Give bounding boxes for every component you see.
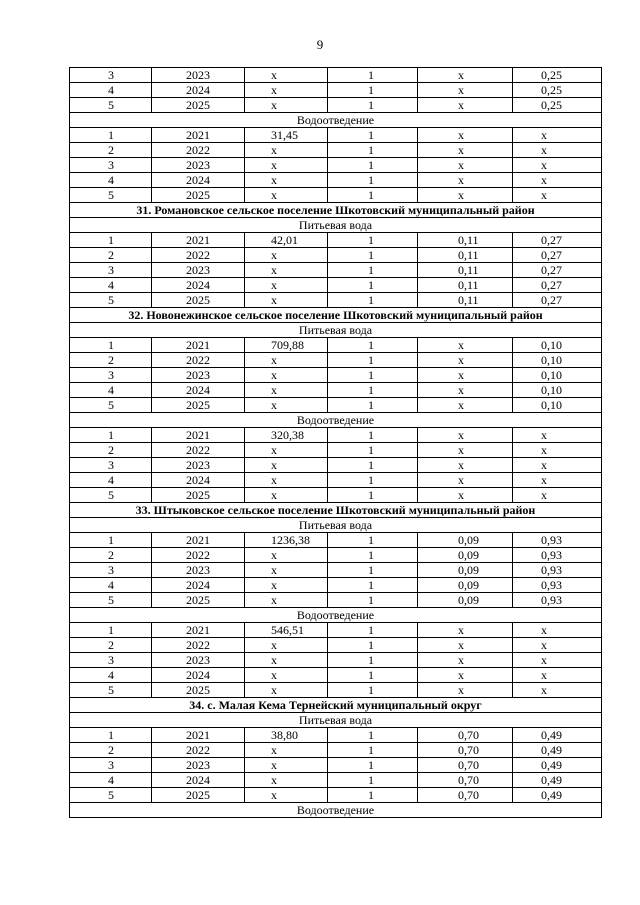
cell-column-4: 1 [328,578,418,593]
table-row [70,638,602,653]
cell-year: 2024 [152,173,245,188]
cell-row-number: 4 [70,578,152,593]
cell-row-number: 5 [70,488,152,503]
cell-value: x [245,143,328,158]
cell-column-5: 0,09 [418,533,513,548]
cell-year: 2022 [152,353,245,368]
cell-value: x [245,758,328,773]
cell-column-6: 0,49 [513,743,602,758]
cell-row-number: 1 [70,128,152,143]
cell-year: 2021 [152,428,245,443]
cell-row-number: 3 [70,158,152,173]
cell-column-6: x [513,158,602,173]
cell-column-6: 0,49 [513,788,602,803]
cell-column-5: 0,11 [418,293,513,308]
cell-value: x [245,293,328,308]
cell-value: x [245,248,328,263]
cell-column-4: 1 [328,383,418,398]
cell-column-5: 0,70 [418,728,513,743]
cell-column-6: 0,27 [513,263,602,278]
table-row [70,563,602,578]
cell-column-6: x [513,128,602,143]
cell-column-4: 1 [328,623,418,638]
table-row [70,788,602,803]
cell-value: 546,51 [245,623,328,638]
section-title: 31. Романовское сельское поселение Шкотовский муниципальный район [70,203,602,218]
cell-year: 2023 [152,68,245,83]
cell-row-number: 5 [70,98,152,113]
cell-column-4: 1 [328,338,418,353]
cell-row-number: 2 [70,743,152,758]
table-row [70,443,602,458]
cell-row-number: 4 [70,668,152,683]
cell-column-6: 0,25 [513,83,602,98]
cell-value: x [245,593,328,608]
cell-column-4: 1 [328,233,418,248]
cell-column-6: x [513,683,602,698]
cell-column-4: 1 [328,653,418,668]
section-title-row [70,203,602,218]
section-title: 34. с. Малая Кема Тернейский муниципальный округ [70,698,602,713]
cell-row-number: 1 [70,233,152,248]
table-row [70,548,602,563]
cell-column-6: 0,27 [513,278,602,293]
cell-year: 2022 [152,143,245,158]
cell-column-4: 1 [328,638,418,653]
service-type-row [70,323,602,338]
table-row [70,593,602,608]
table-row [70,293,602,308]
cell-column-5: 0,70 [418,788,513,803]
cell-column-5: 0,11 [418,278,513,293]
cell-value: x [245,668,328,683]
cell-year: 2025 [152,593,245,608]
table-row [70,158,602,173]
table-row [70,488,602,503]
cell-column-4: 1 [328,563,418,578]
service-type-row [70,803,602,818]
service-type-row [70,218,602,233]
table-row [70,233,602,248]
cell-row-number: 2 [70,443,152,458]
cell-column-5: 0,09 [418,563,513,578]
cell-row-number: 1 [70,428,152,443]
table-row [70,533,602,548]
table-row [70,668,602,683]
cell-column-6: 0,27 [513,293,602,308]
cell-year: 2021 [152,128,245,143]
cell-column-5: x [418,158,513,173]
table-row [70,338,602,353]
cell-value: x [245,278,328,293]
cell-value: 38,80 [245,728,328,743]
service-type-label: Питьевая вода [70,713,602,728]
tariff-table [69,67,602,818]
cell-year: 2024 [152,383,245,398]
cell-column-4: 1 [328,173,418,188]
cell-column-6: x [513,458,602,473]
section-title-row [70,503,602,518]
service-type-label: Водоотведение [70,608,602,623]
service-type-label: Питьевая вода [70,323,602,338]
cell-column-6: 0,93 [513,548,602,563]
page-number: 9 [316,37,324,52]
cell-value: 42,01 [245,233,328,248]
cell-year: 2024 [152,83,245,98]
cell-year: 2025 [152,98,245,113]
cell-column-6: 0,10 [513,353,602,368]
cell-value: x [245,173,328,188]
cell-column-6: x [513,443,602,458]
cell-row-number: 1 [70,623,152,638]
table-row [70,353,602,368]
cell-row-number: 4 [70,473,152,488]
cell-column-5: 0,09 [418,593,513,608]
cell-column-6: x [513,668,602,683]
cell-column-5: x [418,668,513,683]
table-row [70,428,602,443]
cell-value: x [245,158,328,173]
cell-column-5: x [418,458,513,473]
cell-column-4: 1 [328,443,418,458]
cell-column-6: 0,27 [513,233,602,248]
table-row [70,143,602,158]
cell-value: x [245,383,328,398]
cell-column-5: x [418,188,513,203]
cell-column-4: 1 [328,98,418,113]
table-row [70,173,602,188]
cell-column-5: x [418,368,513,383]
section-title: 33. Штыковское сельское поселение Шкотовский муниципальный район [70,503,602,518]
cell-value: x [245,68,328,83]
cell-column-4: 1 [328,773,418,788]
cell-value: x [245,683,328,698]
table-row [70,458,602,473]
cell-year: 2023 [152,263,245,278]
cell-column-5: x [418,653,513,668]
cell-value: x [245,398,328,413]
cell-value: x [245,653,328,668]
table-row [70,743,602,758]
table-row [70,623,602,638]
cell-year: 2021 [152,623,245,638]
cell-column-6: 0,10 [513,383,602,398]
table-row [70,473,602,488]
section-title-row [70,308,602,323]
cell-row-number: 3 [70,758,152,773]
cell-value: 1236,38 [245,533,328,548]
cell-column-5: x [418,173,513,188]
cell-column-6: x [513,638,602,653]
cell-column-5: x [418,68,513,83]
cell-column-5: 0,70 [418,743,513,758]
cell-column-5: x [418,488,513,503]
cell-column-5: x [418,443,513,458]
cell-year: 2023 [152,368,245,383]
cell-year: 2025 [152,488,245,503]
cell-value: x [245,788,328,803]
table-row [70,773,602,788]
table-row [70,98,602,113]
cell-value: x [245,743,328,758]
service-type-label: Водоотведение [70,113,602,128]
cell-value: x [245,548,328,563]
cell-year: 2021 [152,338,245,353]
table-row [70,578,602,593]
cell-value: x [245,563,328,578]
cell-column-6: 0,93 [513,533,602,548]
cell-row-number: 1 [70,338,152,353]
cell-year: 2025 [152,188,245,203]
cell-year: 2023 [152,458,245,473]
cell-column-5: x [418,98,513,113]
cell-value: x [245,638,328,653]
cell-column-5: x [418,473,513,488]
cell-row-number: 5 [70,188,152,203]
cell-column-4: 1 [328,353,418,368]
table-row [70,68,602,83]
cell-row-number: 2 [70,248,152,263]
service-type-row [70,113,602,128]
cell-column-4: 1 [328,428,418,443]
cell-value: x [245,473,328,488]
cell-column-6: 0,93 [513,593,602,608]
cell-column-6: x [513,473,602,488]
cell-column-5: 0,11 [418,233,513,248]
cell-column-6: 0,49 [513,728,602,743]
cell-column-5: 0,11 [418,248,513,263]
cell-column-4: 1 [328,533,418,548]
cell-column-5: x [418,353,513,368]
table-row [70,728,602,743]
cell-value: 320,38 [245,428,328,443]
cell-row-number: 5 [70,788,152,803]
table-row [70,683,602,698]
cell-column-5: 0,11 [418,263,513,278]
cell-row-number: 2 [70,548,152,563]
cell-row-number: 4 [70,83,152,98]
cell-column-5: x [418,83,513,98]
cell-column-6: 0,93 [513,563,602,578]
service-type-label: Водоотведение [70,413,602,428]
cell-row-number: 1 [70,533,152,548]
cell-value: x [245,773,328,788]
cell-year: 2024 [152,578,245,593]
cell-column-5: x [418,623,513,638]
cell-column-5: 0,70 [418,758,513,773]
cell-value: x [245,98,328,113]
cell-row-number: 2 [70,143,152,158]
cell-row-number: 3 [70,563,152,578]
cell-column-4: 1 [328,158,418,173]
service-type-label: Питьевая вода [70,518,602,533]
cell-year: 2025 [152,788,245,803]
cell-column-4: 1 [328,83,418,98]
cell-year: 2022 [152,248,245,263]
cell-year: 2021 [152,728,245,743]
cell-row-number: 4 [70,383,152,398]
cell-year: 2024 [152,773,245,788]
cell-value: x [245,368,328,383]
table-row [70,653,602,668]
cell-row-number: 3 [70,68,152,83]
cell-column-5: 0,09 [418,548,513,563]
cell-year: 2023 [152,758,245,773]
cell-year: 2025 [152,398,245,413]
cell-column-6: x [513,143,602,158]
service-type-row [70,518,602,533]
cell-row-number: 2 [70,638,152,653]
cell-column-5: 0,70 [418,773,513,788]
cell-year: 2022 [152,743,245,758]
cell-column-5: x [418,683,513,698]
cell-column-4: 1 [328,263,418,278]
cell-row-number: 4 [70,773,152,788]
cell-value: 31,45 [245,128,328,143]
cell-column-4: 1 [328,788,418,803]
cell-column-4: 1 [328,548,418,563]
cell-column-5: x [418,383,513,398]
cell-column-4: 1 [328,593,418,608]
cell-column-4: 1 [328,398,418,413]
table-row [70,758,602,773]
table-row [70,398,602,413]
cell-column-6: 0,25 [513,98,602,113]
cell-column-5: x [418,143,513,158]
cell-column-4: 1 [328,758,418,773]
cell-column-4: 1 [328,293,418,308]
cell-column-4: 1 [328,668,418,683]
cell-column-6: x [513,188,602,203]
cell-column-4: 1 [328,728,418,743]
cell-column-4: 1 [328,488,418,503]
cell-year: 2023 [152,653,245,668]
cell-column-4: 1 [328,248,418,263]
cell-value: 709,88 [245,338,328,353]
cell-column-5: x [418,398,513,413]
cell-column-6: 0,49 [513,773,602,788]
cell-value: x [245,263,328,278]
cell-column-6: 0,10 [513,368,602,383]
cell-year: 2025 [152,293,245,308]
service-type-row [70,413,602,428]
cell-column-6: 0,93 [513,578,602,593]
tariff-table-body [70,68,602,818]
cell-row-number: 4 [70,278,152,293]
service-type-label: Водоотведение [70,803,602,818]
cell-column-4: 1 [328,188,418,203]
table-row [70,278,602,293]
cell-column-5: 0,09 [418,578,513,593]
cell-column-6: 0,10 [513,338,602,353]
table-row [70,128,602,143]
cell-row-number: 5 [70,593,152,608]
section-title: 32. Новонежинское сельское поселение Шкотовский муниципальный район [70,308,602,323]
cell-column-6: 0,49 [513,758,602,773]
cell-column-4: 1 [328,743,418,758]
section-title-row [70,698,602,713]
cell-value: x [245,458,328,473]
cell-row-number: 4 [70,173,152,188]
cell-year: 2025 [152,683,245,698]
cell-column-4: 1 [328,368,418,383]
cell-row-number: 5 [70,683,152,698]
cell-year: 2023 [152,158,245,173]
cell-row-number: 3 [70,653,152,668]
cell-row-number: 5 [70,398,152,413]
cell-value: x [245,83,328,98]
cell-column-6: x [513,488,602,503]
cell-column-4: 1 [328,458,418,473]
cell-year: 2022 [152,548,245,563]
cell-row-number: 3 [70,368,152,383]
cell-column-6: x [513,653,602,668]
cell-year: 2022 [152,443,245,458]
table-row [70,248,602,263]
cell-column-4: 1 [328,683,418,698]
cell-column-5: x [418,338,513,353]
service-type-row [70,608,602,623]
cell-column-6: 0,10 [513,398,602,413]
cell-year: 2021 [152,533,245,548]
cell-row-number: 3 [70,263,152,278]
service-type-label: Питьевая вода [70,218,602,233]
cell-column-4: 1 [328,68,418,83]
table-row [70,368,602,383]
cell-column-4: 1 [328,128,418,143]
table-row [70,383,602,398]
cell-value: x [245,353,328,368]
cell-year: 2023 [152,563,245,578]
cell-column-6: x [513,428,602,443]
cell-column-4: 1 [328,143,418,158]
cell-row-number: 5 [70,293,152,308]
cell-year: 2024 [152,473,245,488]
cell-row-number: 3 [70,458,152,473]
cell-year: 2024 [152,278,245,293]
cell-year: 2024 [152,668,245,683]
table-row [70,263,602,278]
table-row [70,83,602,98]
cell-column-4: 1 [328,278,418,293]
cell-column-6: x [513,623,602,638]
cell-column-5: x [418,638,513,653]
cell-column-5: x [418,128,513,143]
cell-column-4: 1 [328,473,418,488]
cell-row-number: 2 [70,353,152,368]
cell-value: x [245,578,328,593]
cell-year: 2021 [152,233,245,248]
cell-row-number: 1 [70,728,152,743]
cell-value: x [245,443,328,458]
cell-value: x [245,188,328,203]
cell-year: 2022 [152,638,245,653]
table-row [70,188,602,203]
cell-column-6: 0,27 [513,248,602,263]
cell-column-6: 0,25 [513,68,602,83]
cell-value: x [245,488,328,503]
cell-column-6: x [513,173,602,188]
service-type-row [70,713,602,728]
cell-column-5: x [418,428,513,443]
